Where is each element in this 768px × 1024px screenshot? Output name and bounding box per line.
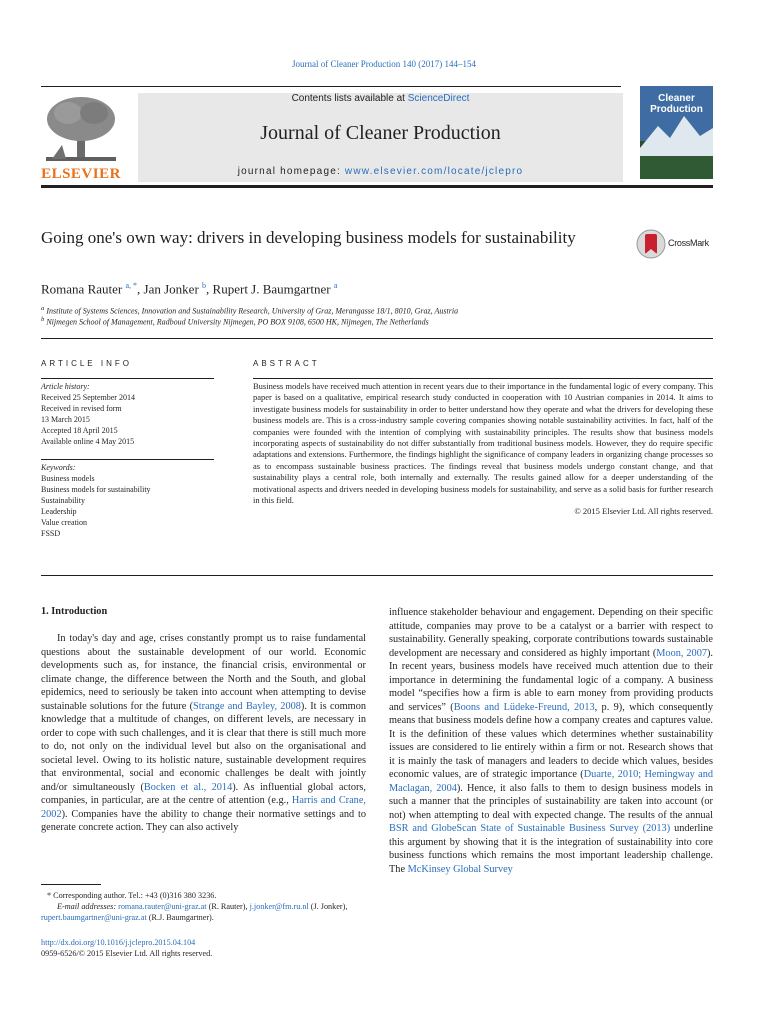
section-divider	[41, 575, 713, 576]
journal-title: Journal of Cleaner Production	[260, 122, 501, 144]
citation-link[interactable]: Boons and Lüdeke-Freund, 2013	[453, 701, 595, 713]
citation-link[interactable]: Strange and Bayley, 2008	[193, 700, 301, 712]
email-link[interactable]: romana.rauter@uni-graz.at	[118, 902, 207, 911]
affiliation	[41, 316, 429, 327]
abstract-rule	[253, 378, 713, 379]
sciencedirect-link[interactable]: ScienceDirect	[407, 93, 470, 104]
footnote-star-line: * Corresponding author. Tel.: +43 (0)316 380 3236.	[47, 891, 217, 900]
article-history	[41, 381, 216, 447]
journal-citation[interactable]: Journal of Cleaner Production 140 (2017) 144–154	[292, 59, 476, 69]
affiliation-text: Nijmegen School of Management, Radboud University Nijmegen, PO BOX 9108, 6500 HK, Nijmegen, The Netherlands	[46, 317, 429, 327]
author-list: Romana Rauter $^{a, *}$, Jan Jonker $^b$, Rupert J. Baumgartner $^a$	[41, 281, 338, 297]
contents-line	[138, 93, 623, 104]
homepage-prefix: journal homepage:	[237, 166, 345, 177]
article-info-heading: ARTICLE INFO	[41, 359, 132, 368]
email-label: E-mail addresses:	[57, 902, 119, 911]
corresponding-author-footnote	[41, 890, 366, 923]
journal-cover-image	[640, 86, 713, 179]
keyword: Business models	[41, 474, 95, 483]
contents-prefix: Contents lists available at	[291, 93, 408, 104]
keyword: Leadership	[41, 507, 77, 516]
affiliation-mark: b	[41, 316, 45, 323]
history-item: Received 25 September 2014	[41, 393, 135, 402]
history-item: 13 March 2015	[41, 415, 90, 424]
keyword: Value creation	[41, 518, 87, 527]
info-rule	[41, 459, 214, 460]
author-name: Jan Jonker	[143, 281, 199, 297]
author-name: Romana Rauter	[41, 281, 123, 297]
section-divider	[41, 338, 713, 339]
doi-block	[41, 937, 212, 959]
keyword: FSSD	[41, 529, 61, 538]
citation-link[interactable]: Duarte, 2010; Hemingway and Maclagan, 2004	[389, 769, 713, 794]
history-label: Article history:	[41, 382, 90, 391]
header-bottom-rule	[41, 185, 713, 188]
author-affil-mark[interactable]: a, *	[125, 281, 138, 290]
citation-link[interactable]: BSR and GlobeScan State of Sustainable Business Survey (2013)	[389, 823, 671, 834]
affiliation	[41, 305, 458, 316]
intro-left-column	[41, 632, 366, 835]
keyword: Sustainability	[41, 496, 85, 505]
abstract-body	[253, 381, 713, 518]
keywords	[41, 462, 216, 539]
elsevier-wordmark: ELSEVIER	[41, 166, 121, 182]
cover-title: Cleaner Production	[650, 93, 703, 115]
footnote-rule	[41, 884, 101, 885]
email-link[interactable]: rupert.baumgartner@uni-graz.at	[41, 913, 147, 922]
citation-link[interactable]: McKinsey Global Survey	[407, 863, 513, 875]
author-name: Rupert J. Baumgartner	[212, 281, 331, 297]
author-affil-mark[interactable]: b	[202, 281, 207, 290]
info-rule	[41, 378, 214, 379]
history-item: Accepted 18 April 2015	[41, 426, 118, 435]
keyword: Business models for sustainability	[41, 485, 151, 494]
keywords-label: Keywords:	[41, 463, 76, 472]
journal-homepage	[138, 166, 623, 177]
history-item: Available online 4 May 2015	[41, 437, 135, 446]
abstract-heading: ABSTRACT	[253, 359, 320, 368]
article-title: Going one's own way: drivers in developing business models for sustainability	[41, 228, 576, 247]
intro-right-column	[389, 606, 713, 876]
homepage-link[interactable]: www.elsevier.com/locate/jclepro	[344, 166, 524, 177]
citation-link[interactable]: Harris and Crane, 2002	[41, 795, 366, 820]
affiliation-mark: a	[41, 305, 45, 312]
history-item: Received in revised form	[41, 404, 122, 413]
author-affil-mark[interactable]: a	[333, 281, 338, 290]
footnote-emails: E-mail addresses: romana.rauter@uni-graz.at (R. Rauter), j.jonker@fm.ru.nl (J. Jonker), rupert.baumgartner@uni-graz.at (R.J. Baumgartner).	[41, 902, 348, 922]
issn-line: 0959-6526/© 2015 Elsevier Ltd. All rights reserved.	[41, 949, 213, 958]
abstract-text: Business models have received much attention in recent years due to their importance in the fundamental logic of every company. This paper is based on a qualitative, empirical research study conducted in cooperation with 10 Austrian companies in 2014. It aims to investigate business models for sustainability in order to better understand how they operate and what the drivers for developing these business models are. This is a cross-industry sample covering companies showing notable sustainability activities. In fact, half of the companies were founded with the intention of complying with sustainability principles. The results show that business models incorporating aspects of sustainability do not differ substantially from traditional business models. However, they do require specific adaptations and extensions. Furthermore, the findings highlight the significance of company leaders in organizing change processes so as to encompass sustainable business practices. The findings reveal that business models undergo constant change, and that sustainability plays a central role, both internally and externally. The results gained allow for a deeper understanding of the motivational aspects and drivers needed in developing business models for sustainability, and serve as a solid basis for further research in this field.	[253, 381, 713, 506]
crossmark-label: CrossMark	[668, 238, 709, 248]
intro-paragraph: In today's day and age, crises constantly prompt us to raise fundamental questions about the sustainable development of our world. Economic developments such as, for instance, the financial crisis, environmental or climate change, the difference between the North and the South, and global epidemics, need to seriously be taken into account when attempting to devise sustainable solutions for the future (Strange and Bayley, 2008). It is common knowledge that a multitude of changes, on different levels, are necessary in order to cope with such challenges, and it is clear that there is still much more to do, not only on the individual level but also on the organisational and societal level. Owing to its holistic nature, sustainable development requires that environmental, social and economic challenges be dealt with jointly and/or simultaneously (Bocken et al., 2014). As influential global actors, companies, in particular, are at the centre of attention (e.g., Harris and Crane, 2002). Companies have the ability to change their normative settings and to generate concrete action. They can also actively	[41, 633, 366, 833]
intro-heading: 1. Introduction	[41, 606, 108, 617]
email-link[interactable]: j.jonker@fm.ru.nl	[249, 902, 309, 911]
crossmark-badge[interactable]	[636, 228, 718, 260]
affiliation-text: Institute of Systems Sciences, Innovation and Sustainability Research, University of Graz, Merangasse 18/1, 8010, Graz, Austria	[46, 306, 459, 316]
doi-link[interactable]: http://dx.doi.org/10.1016/j.jclepro.2015.04.104	[41, 938, 196, 947]
citation-link[interactable]: Bocken et al., 2014	[143, 781, 233, 793]
intro-paragraph: influence stakeholder behaviour and engagement. Depending on their specific attitude, companies may prove to be a catalyst or a barrier with respect to sustainability. Generally speaking, corporate contributions towards sustainable development are necessary and considered as highly important (Moon, 2007). In recent years, business models have received much attention due to their importance in determining the fundamental logic of a company. A business model “specifies how a firm is able to earn money from providing products and services” (Boons and Lüdeke-Freund, 2013, p. 9), which consequently means that business models define how a company creates and captures value. It is the definition of these values which determines whether sustainability issues are considered to lie entirely within a firm or not. Research shows that it is mainly the task of managers and leaders to decide which values, besides economic values, are of strategic importance (Duarte, 2010; Hemingway and Maclagan, 2004). Hence, it also falls to them to design business models in such a manner that the principles of sustainability are taken into account (or not) when attempting to deal with expected change. The results of the annual BSR and GlobeScan State of Sustainable Business Survey (2013) underline this argument by showing that it is the integration of sustainability into core business functions which remains the most important leadership challenge. The McKinsey Global Survey	[389, 607, 714, 875]
citation-link[interactable]: Moon, 2007	[656, 647, 707, 659]
header-top-rule	[41, 86, 621, 87]
abstract-copyright: © 2015 Elsevier Ltd. All rights reserved.	[574, 506, 713, 517]
